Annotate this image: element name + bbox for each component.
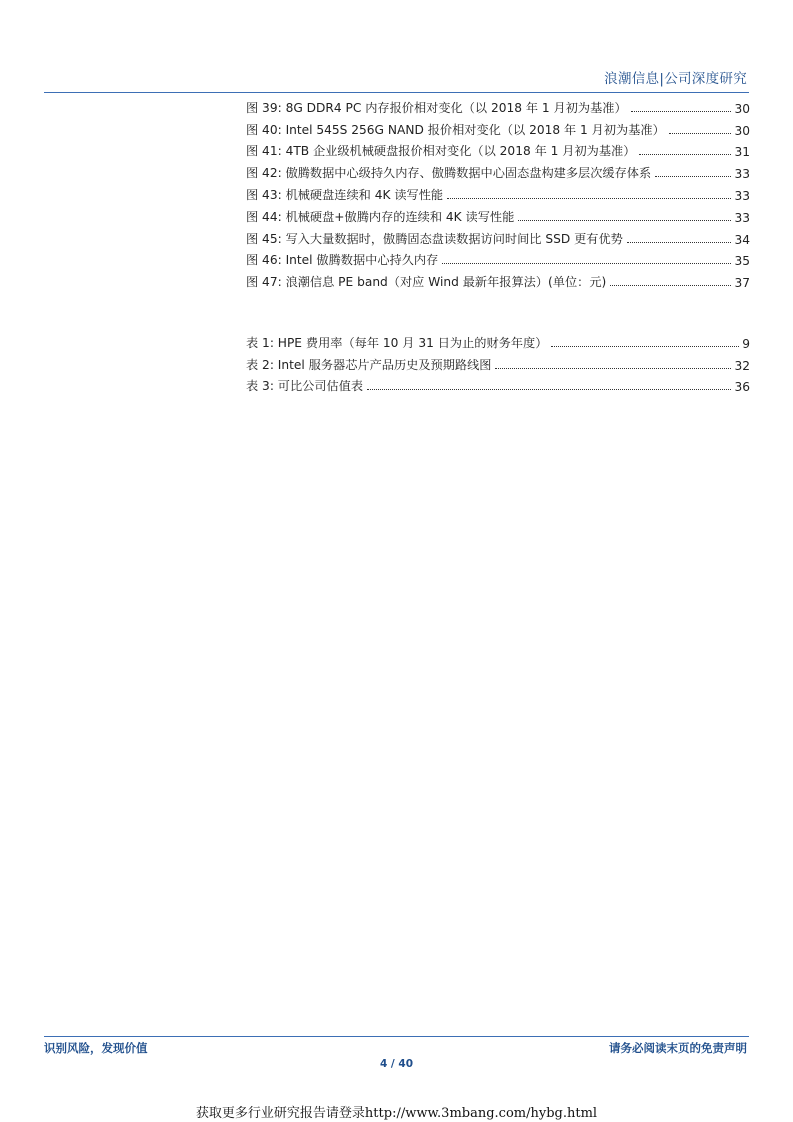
figure-index-list xyxy=(246,94,750,290)
toc-entry-page: 33 xyxy=(734,210,750,225)
dot-leader xyxy=(610,285,731,286)
toc-entry-title: 机械硬盘+傲腾内存的连续和 4K 读写性能 xyxy=(285,209,515,224)
toc-entry-title: HPE 费用率（每年 10 月 31 日为止的财务年度） xyxy=(277,335,548,350)
dot-leader xyxy=(518,220,731,221)
toc-entry[interactable] xyxy=(246,351,750,373)
toc-entry-page: 30 xyxy=(734,123,750,138)
toc-entry-page: 31 xyxy=(734,145,750,160)
dot-leader xyxy=(631,111,732,112)
toc-entry-title: Intel 傲腾数据中心持久内存 xyxy=(285,253,439,268)
toc-entry-label: 图 42: xyxy=(246,166,282,181)
toc-entry[interactable] xyxy=(246,225,750,247)
toc-entry-label: 图 44: xyxy=(246,209,282,224)
dot-leader xyxy=(442,263,731,264)
dot-leader xyxy=(655,176,731,177)
dot-leader xyxy=(669,133,732,134)
dot-leader xyxy=(495,368,731,369)
toc-entry[interactable] xyxy=(246,116,750,138)
promo-text: 获取更多行业研究报告请登录http://www.3mbang.com/hybg.html xyxy=(195,1106,598,1121)
toc-entry-label: 图 41: xyxy=(246,144,282,159)
toc-entry[interactable] xyxy=(246,138,750,160)
toc-entry-page: 34 xyxy=(734,232,750,247)
toc-entry-label: 图 43: xyxy=(246,187,282,202)
page-number: 4 / 40 xyxy=(379,1058,414,1070)
dot-leader xyxy=(367,389,731,390)
toc-entry-page: 33 xyxy=(734,188,750,203)
toc-entry-title: Intel 服务器芯片产品历史及预期路线图 xyxy=(277,357,492,372)
report-header-title: 浪潮信息|公司深度研究 xyxy=(604,71,747,87)
toc-entry-page: 30 xyxy=(734,101,750,116)
footer-divider xyxy=(44,1036,749,1037)
toc-entry-title: 浪潮信息 PE band（对应 Wind 最新年报算法）(单位：元) xyxy=(285,275,607,290)
toc-entry[interactable] xyxy=(246,268,750,290)
toc-entry-label: 表 1: xyxy=(246,335,274,350)
toc-entry-page: 33 xyxy=(734,167,750,182)
toc-entry-title: 8G DDR4 PC 内存报价相对变化（以 2018 年 1 月初为基准） xyxy=(285,100,627,115)
toc-entry-title: 机械硬盘连续和 4K 读写性能 xyxy=(285,187,444,202)
toc-entry-label: 图 47: xyxy=(246,275,282,290)
toc-entry-label: 表 3: xyxy=(246,379,274,394)
toc-entry-label: 图 39: xyxy=(246,100,282,115)
toc-entry-title: 写入大量数据时，傲腾固态盘读数据访问时间比 SSD 更有优势 xyxy=(285,231,623,246)
toc-entry[interactable] xyxy=(246,181,750,203)
toc-entry[interactable] xyxy=(246,373,750,395)
toc-entry-label: 图 40: xyxy=(246,122,282,137)
footer-disclaimer-note: 请务必阅读末页的免责声明 xyxy=(609,1041,747,1055)
dot-leader xyxy=(627,242,732,243)
footer-slogan: 识别风险，发现价值 xyxy=(44,1041,148,1055)
toc-entry[interactable] xyxy=(246,247,750,269)
dot-leader xyxy=(639,154,731,155)
toc-entry-label: 图 46: xyxy=(246,253,282,268)
table-index-list xyxy=(246,329,750,394)
toc-entry[interactable] xyxy=(246,159,750,181)
toc-entry-page: 35 xyxy=(734,254,750,269)
toc-entry-page: 37 xyxy=(734,276,750,291)
dot-leader xyxy=(551,346,739,347)
toc-entry-page: 36 xyxy=(734,380,750,395)
toc-entry-title: Intel 545S 256G NAND 报价相对变化（以 2018 年 1 月初为基准） xyxy=(285,122,665,137)
toc-entry[interactable] xyxy=(246,203,750,225)
toc-entry-page: 9 xyxy=(742,336,750,351)
toc-entry-label: 表 2: xyxy=(246,357,274,372)
dot-leader xyxy=(447,198,731,199)
toc-entry[interactable] xyxy=(246,329,750,351)
toc-entry-title: 可比公司估值表 xyxy=(277,379,364,394)
toc-entry-title: 4TB 企业级机械硬盘报价相对变化（以 2018 年 1 月初为基准） xyxy=(285,144,636,159)
toc-entry[interactable] xyxy=(246,94,750,116)
toc-entry-title: 傲腾数据中心级持久内存、傲腾数据中心固态盘构建多层次缓存体系 xyxy=(285,166,652,181)
toc-entry-label: 图 45: xyxy=(246,231,282,246)
toc-entry-page: 32 xyxy=(734,358,750,373)
header-divider xyxy=(44,92,749,93)
